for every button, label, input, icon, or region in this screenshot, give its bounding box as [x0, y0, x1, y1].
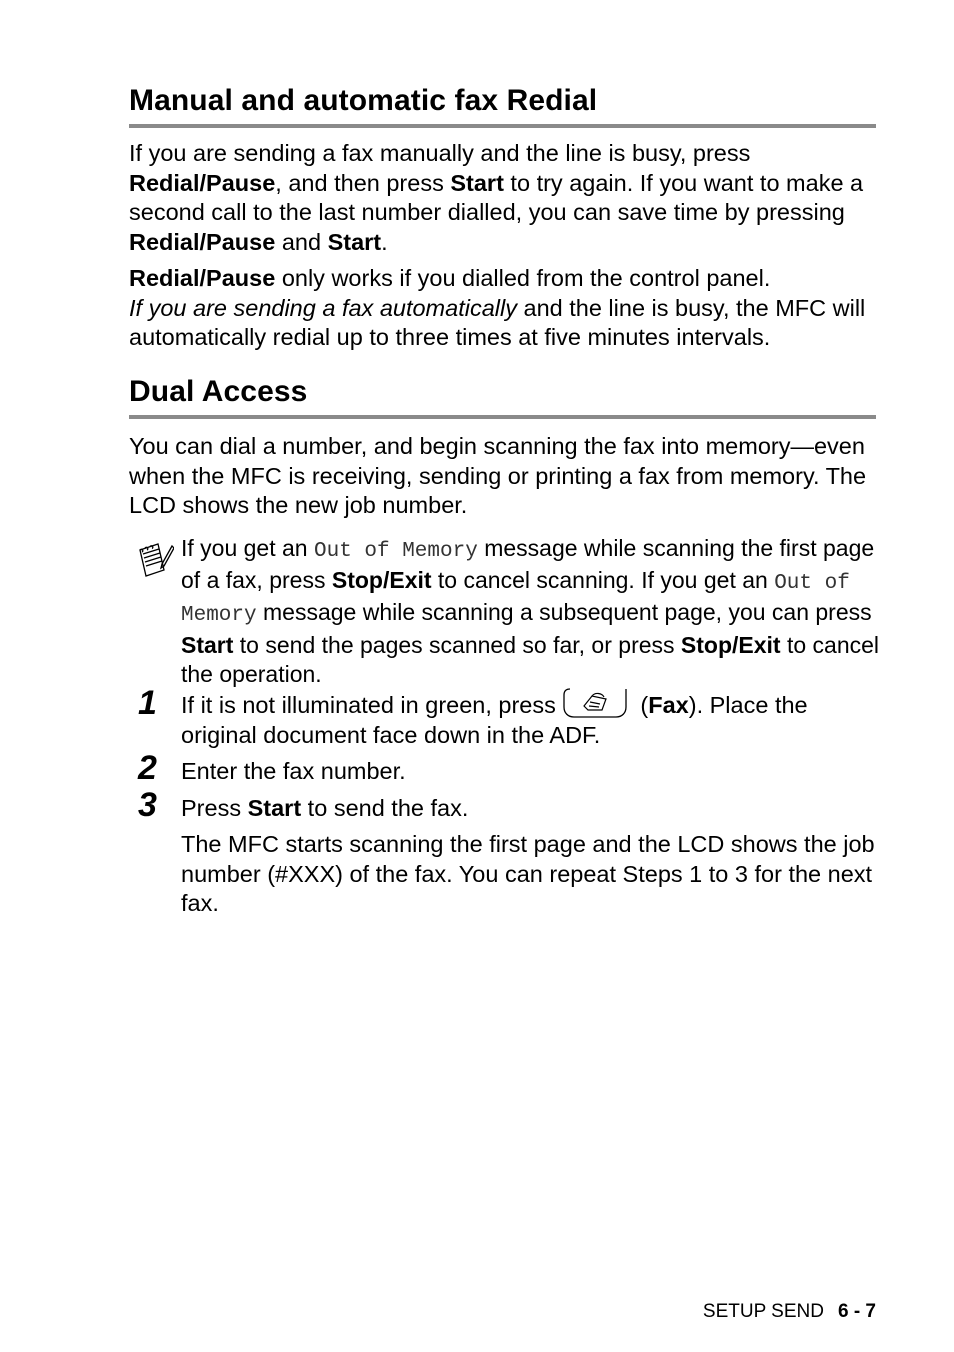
redial-paragraph-2: Redial/Pause only works if you dialled from the control panel. If you are sending a fax automatically and the line is busy, the MFC will automatically redial up to three times at five minutes intervals. — [129, 265, 866, 351]
section-title-dual-access: Dual Access — [129, 375, 308, 408]
section-rule — [129, 124, 876, 128]
page-number: 6 - 7 — [837, 1301, 876, 1322]
step-number: 3 — [138, 786, 157, 824]
step-1-text: If it is not illuminated in green, press (Fax). Place the original document face down in the ADF. — [181, 691, 881, 751]
section-title-redial: Manual and automatic fax Redial — [129, 84, 598, 117]
step-number: 2 — [138, 749, 157, 787]
note-pad-pencil-icon — [136, 540, 174, 580]
step-2-text: Enter the fax number. — [181, 758, 406, 784]
page-footer — [703, 1300, 876, 1324]
step-3-detail: The MFC starts scanning the first page and the LCD shows the job number (#XXX) of the fax. You can repeat Steps 1 to 3 for the next fax. — [181, 831, 875, 917]
note-text: If you get an Out of Memory message while scanning the first page of a fax, press Stop/Exit to cancel scanning. If you get an Out of Memory message while scanning a subsequent page, you can press Start to send the pages scanned so far, or press Stop/Exit to cancel the operation. — [181, 535, 880, 687]
step-3-text: Press Start to send the fax. — [181, 795, 469, 821]
step-number: 1 — [138, 684, 157, 722]
fax-key-icon — [562, 687, 628, 721]
section-rule — [129, 415, 876, 419]
footer-section: SETUP SEND — [702, 1301, 824, 1322]
redial-paragraph-1: If you are sending a fax manually and the line is busy, press Redial/Pause, and then press Start to try again. If you want to make a second call to the last number dialled, you can save time by pressing Redial/Pause and Start. — [129, 140, 864, 256]
dual-access-paragraph: You can dial a number, and begin scanning the fax into memory—even when the MFC is receiving, sending or printing a fax from memory. The LCD shows the new job number. — [129, 433, 867, 519]
